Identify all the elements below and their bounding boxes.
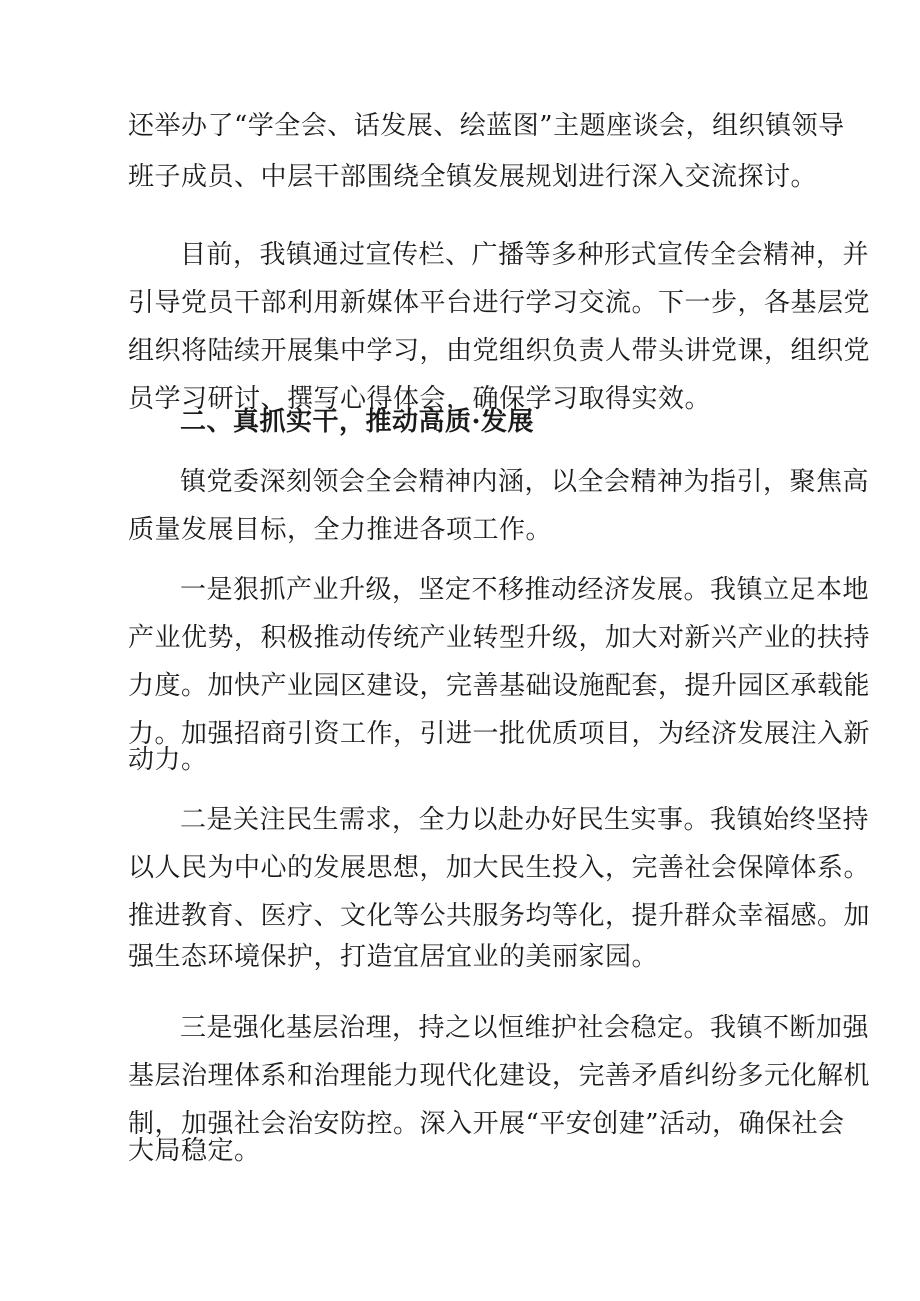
text-line: 二是关注民生需求，全力以赴办好民生实事。我镇始终坚持 [180,805,870,835]
text-line: 三是强化基层治理，持之以恒维护社会稳定。我镇不断加强 [180,1013,870,1043]
text-line: 以人民为中心的发展思想，加大民生投入，完善社会保障体系。 [128,853,871,883]
text-line: 制，加强社会治安防控。深入开展“平安创建”活动，确保社会 [128,1109,845,1139]
text-line: 还举办了“学全会、话发展、绘蓝图”主题座谈会，组织镇领导 [128,111,845,141]
text-line: 产业优势，积极推动传统产业转型升级，加大对新兴产业的扶持 [128,623,871,653]
text-line: 质量发展目标，全力推进各项工作。 [128,515,553,545]
text-line: 强生态环境保护，打造宜居宜业的美丽家园。 [128,942,659,972]
text-line: 班子成员、中层干部围绕全镇发展规划进行深入交流探讨。 [128,162,818,192]
section-heading: 二、真抓实干，推动高质·发展 [180,407,535,437]
text-line: 组织将陆续开展集中学习，由党组织负责人带头讲党课，组织党 [128,336,871,366]
text-line: 力。加强招商引资工作，引进一批优质项目，为经济发展注入新 [128,719,871,749]
text-line: 推进教育、医疗、文化等公共服务均等化，提升群众幸福感。加 [128,901,871,931]
text-line: 引导党员干部利用新媒体平台进行学习交流。下一步，各基层党 [128,288,871,318]
text-line: 力度。加快产业园区建设，完善基础设施配套，提升园区承载能 [128,671,871,701]
text-line: 基层治理体系和治理能力现代化建设，完善矛盾纠纷多元化解机 [128,1061,871,1091]
text-line: 大局稳定。 [128,1136,261,1166]
text-line: 员学习研讨、撰写心得体会，确保学习取得实效。 [128,384,712,414]
text-line: 一是狠抓产业升级，坚定不移推动经济发展。我镇立足本地 [180,575,870,605]
text-line: 目前，我镇通过宣传栏、广播等多种形式宣传全会精神，并 [180,240,870,270]
text-line: 镇党委深刻领会全会精神内涵，以全会精神为指引，聚焦高 [180,467,870,497]
text-line: 动力。 [128,745,208,775]
